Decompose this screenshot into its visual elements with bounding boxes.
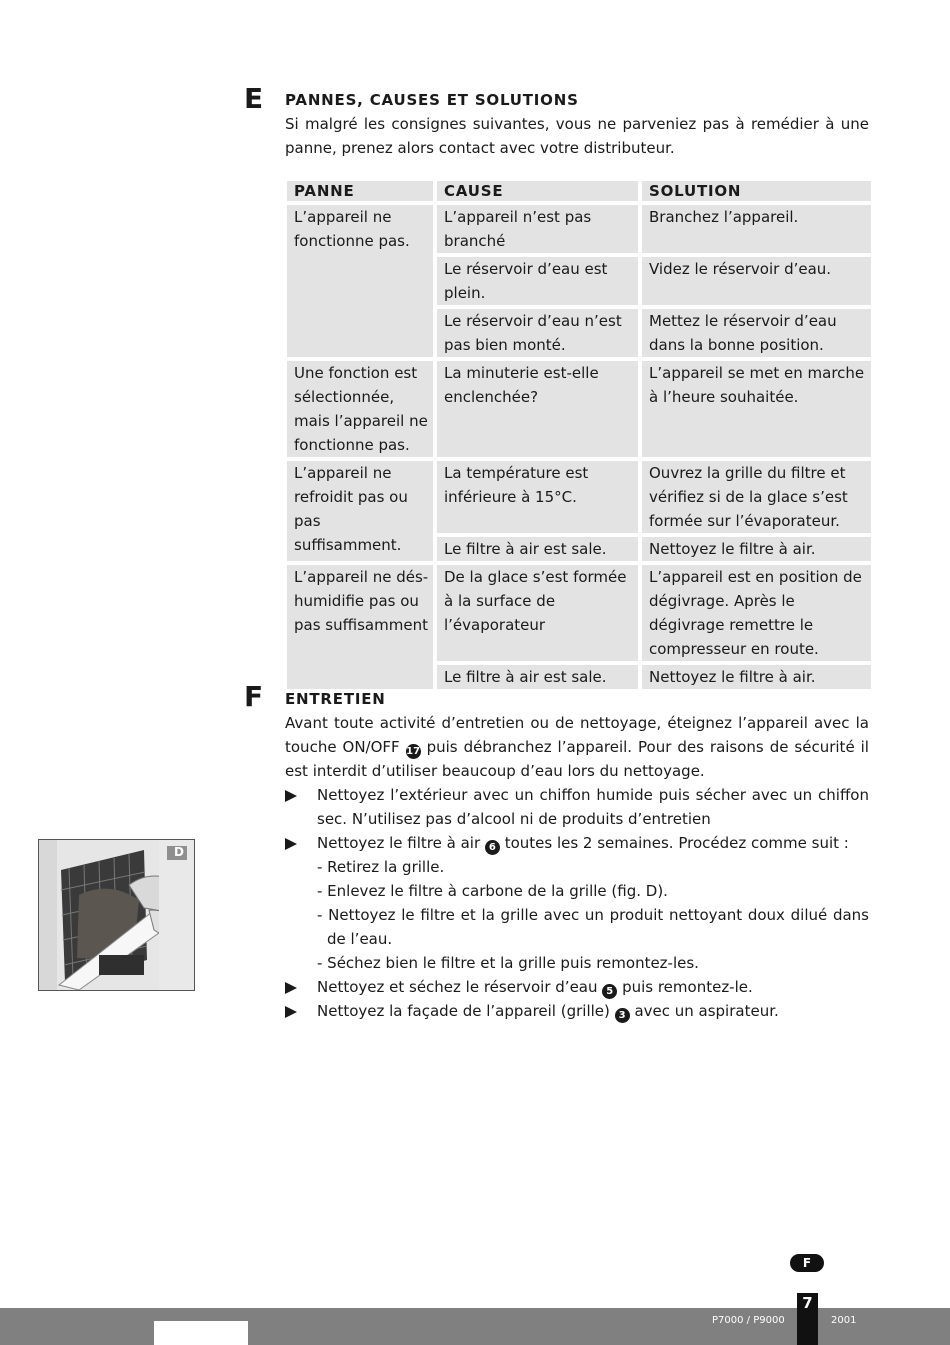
panne-cell: Une fonction est sélectionnée, mais l’appareil ne fonctionne pas. <box>285 359 435 459</box>
step-text: Nettoyez l’extérieur avec un chiffon humide puis sécher avec un chiffon sec. N’utilisez pas d’alcool ni de produits d’entretien <box>317 786 869 828</box>
section-title-f: ENTRETIEN <box>285 690 386 708</box>
table-row <box>285 203 873 255</box>
cause-cell: La température est inférieure à 15°C. <box>435 459 640 535</box>
button-ref-17-icon: 17 <box>406 746 421 757</box>
part-ref-6-icon: 6 <box>485 840 500 855</box>
language-badge: F <box>790 1254 824 1272</box>
table-header-row <box>285 179 873 203</box>
part-ref-5-icon: 5 <box>602 984 617 999</box>
panne-cell: L’appareil ne dés-humidifie pas ou pas suffisamment <box>285 563 435 691</box>
sub-step: - Nettoyez le filtre et la grille avec un produit nettoyant doux dilué dans de l’eau. <box>317 906 869 948</box>
step-text: Nettoyez le filtre à air <box>317 834 481 852</box>
table-row <box>285 563 873 663</box>
arrow-bullet-icon <box>285 838 297 850</box>
list-item <box>285 999 869 1023</box>
solution-cell: L’appareil est en position de dégivrage. Après le dégivrage remettre le compresseur en route. <box>640 563 873 663</box>
step-text: Nettoyez la façade de l’appareil (grille) <box>317 1002 610 1020</box>
section-body-f <box>285 711 869 1023</box>
section-letter-e: E <box>244 82 264 115</box>
part-ref-3-icon: 3 <box>615 1008 630 1023</box>
sub-step: - Retirez la grille. <box>317 858 445 876</box>
header-panne: PANNE <box>285 179 435 203</box>
step-text: Nettoyez et séchez le réservoir d’eau <box>317 978 598 996</box>
panne-cell: L’appareil ne fonctionne pas. <box>285 203 435 359</box>
solution-cell: L’appareil se met en marche à l’heure souhaitée. <box>640 359 873 459</box>
step-text: toutes les 2 semaines. Procédez comme suit : <box>504 834 849 852</box>
figure-label: D <box>174 845 184 859</box>
page-number: 7 <box>797 1293 818 1345</box>
intro-text-a: Avant toute activité d’entretien ou de nettoyage, éteignez l’appareil avec la touche ON/OFF <box>285 714 869 756</box>
footer-year: 2001 <box>831 1315 857 1326</box>
cause-cell: Le filtre à air est sale. <box>435 535 640 563</box>
header-cause: CAUSE <box>435 179 640 203</box>
section-intro-e: Si malgré les consignes suivantes, vous ne parveniez pas à remédier à une panne, prenez alors contact avec votre distributeur. <box>285 115 869 157</box>
section-letter-f: F <box>244 680 264 713</box>
cause-cell: Le réservoir d’eau est plein. <box>435 255 640 307</box>
solution-cell: Branchez l’appareil. <box>640 203 873 255</box>
cause-cell: De la glace s’est formée à la surface de l’évaporateur <box>435 563 640 663</box>
solution-cell: Mettez le réservoir d’eau dans la bonne position. <box>640 307 873 359</box>
filter-removal-illustration <box>39 840 194 990</box>
maintenance-steps <box>285 783 869 1023</box>
solution-cell: Ouvrez la grille du filtre et vérifiez si de la glace s’est formée sur l’évaporateur. <box>640 459 873 535</box>
intro-text-b: puis débranchez l’appareil. Pour des raisons de sécurité il est interdit d’utiliser beaucoup d’eau lors du nettoyage. <box>285 738 869 780</box>
header-solution: SOLUTION <box>640 179 873 203</box>
table-row <box>285 459 873 535</box>
step-text: puis remontez-le. <box>622 978 753 996</box>
section-intro-f <box>285 711 869 783</box>
footer-model: P7000 / P9000 <box>712 1315 785 1326</box>
list-item <box>285 831 869 975</box>
solution-cell: Nettoyez le filtre à air. <box>640 663 873 691</box>
arrow-bullet-icon <box>285 982 297 994</box>
list-item <box>285 783 869 831</box>
panne-cell: L’appareil ne refroidit pas ou pas suffisamment. <box>285 459 435 563</box>
section-title-e: PANNES, CAUSES ET SOLUTIONS <box>285 91 579 109</box>
footer-white-block <box>154 1321 248 1345</box>
cause-cell: La minuterie est-elle enclenchée? <box>435 359 640 459</box>
solution-cell: Nettoyez le filtre à air. <box>640 535 873 563</box>
sub-steps <box>317 855 869 975</box>
list-item <box>285 975 869 999</box>
step-text: avec un aspirateur. <box>634 1002 779 1020</box>
sub-step: - Enlevez le filtre à carbone de la grille (fig. D). <box>317 882 668 900</box>
table-row <box>285 359 873 459</box>
arrow-bullet-icon <box>285 790 297 802</box>
arrow-bullet-icon <box>285 1006 297 1018</box>
solution-cell: Videz le réservoir d’eau. <box>640 255 873 307</box>
sub-step: - Séchez bien le filtre et la grille puis remontez-les. <box>317 954 699 972</box>
cause-cell: L’appareil n’est pas branché <box>435 203 640 255</box>
figure-d <box>38 839 195 991</box>
cause-cell: Le réservoir d’eau n’est pas bien monté. <box>435 307 640 359</box>
troubleshooting-table <box>285 179 873 691</box>
cause-cell: Le filtre à air est sale. <box>435 663 640 691</box>
